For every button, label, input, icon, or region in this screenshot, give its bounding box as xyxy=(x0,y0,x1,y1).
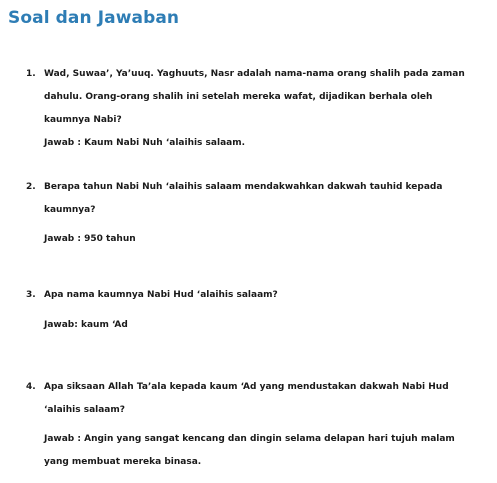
page-title: Soal dan Jawaban xyxy=(8,8,180,28)
question-text: Berapa tahun Nabi Nuh ‘alaihis salaam mendakwahkan dakwah tauhid kepada kaumnya? xyxy=(44,182,443,215)
answer-text: Jawab : Angin yang sangat kencang dan dingin selama delapan hari tujuh malam yang membuat mereka binasa. xyxy=(44,434,455,467)
question-text: Wad, Suwaa’, Ya’uuq. Yaghuuts, Nasr adalah nama-nama orang shalih pada zaman dahulu. Orang-orang shalih ini setelah mereka wafat, dijadikan berhala oleh kaumnya Nabi? xyxy=(44,69,465,125)
qa-item-4 xyxy=(26,376,481,474)
question-text: Apa nama kaumnya Nabi Hud ‘alaihis salaam? xyxy=(44,290,278,300)
answer-text: Jawab : Kaum Nabi Nuh ‘alaihis salaam. xyxy=(44,138,246,148)
qa-item-2 xyxy=(26,176,481,251)
answer-text: Jawab : 950 tahun xyxy=(44,234,136,244)
question-number: 3. xyxy=(26,290,36,300)
qa-item-3 xyxy=(26,284,481,337)
answer-text: Jawab: kaum ‘Ad xyxy=(44,320,128,330)
qa-item-1 xyxy=(26,63,481,155)
question-text: Apa siksaan Allah Ta’ala kepada kaum ‘Ad yang mendustakan dakwah Nabi Hud ‘alaihis salaam? xyxy=(44,382,449,415)
question-number: 1. xyxy=(26,69,36,79)
question-number: 2. xyxy=(26,182,36,192)
question-number: 4. xyxy=(26,382,36,392)
